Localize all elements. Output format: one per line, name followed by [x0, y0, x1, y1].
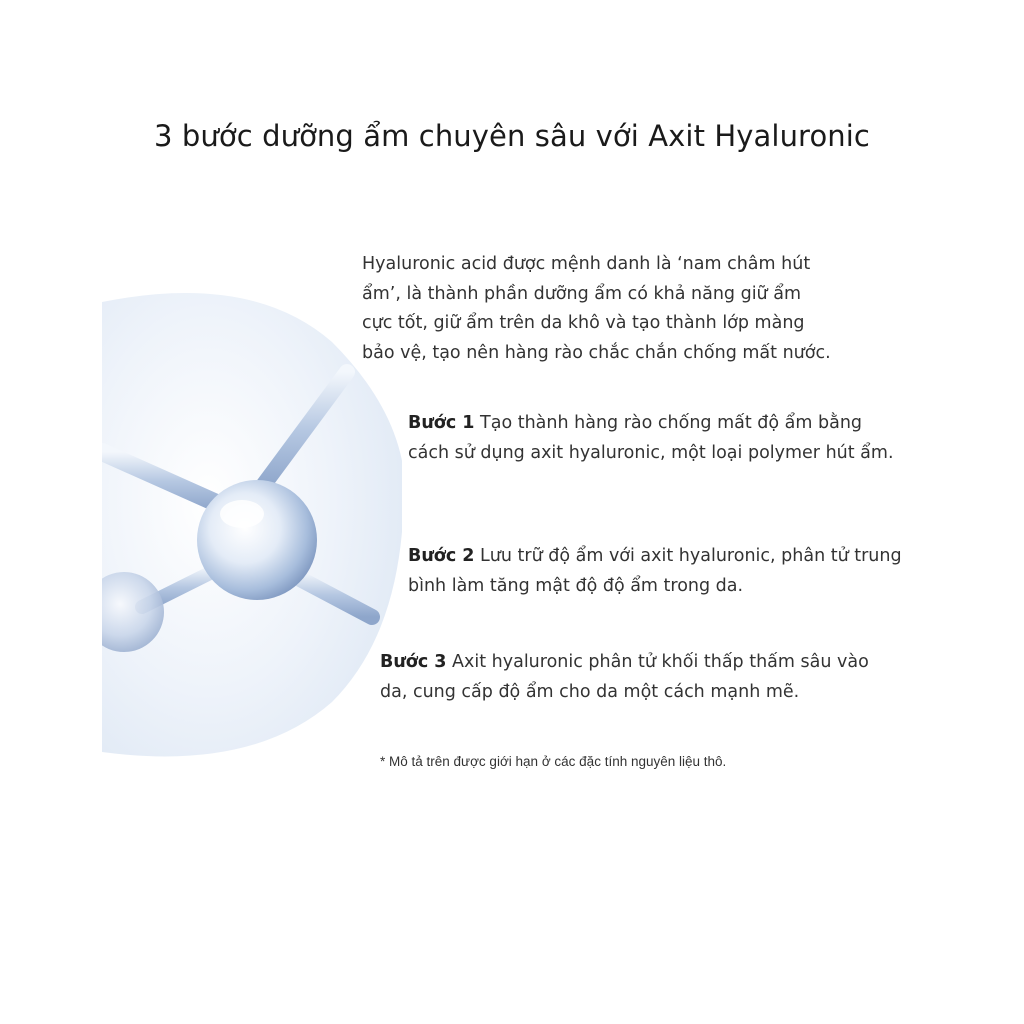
- molecule-image: [102, 282, 402, 762]
- step-1-text: Tạo thành hàng rào chống mất độ ẩm bằng cách sử dụng axit hyaluronic, một loại polymer hút ẩm.: [408, 413, 894, 463]
- step-1: [408, 409, 968, 468]
- molecule-illustration: [102, 282, 402, 762]
- step-2-text: Lưu trữ độ ẩm với axit hyaluronic, phân tử trung bình làm tăng mật độ độ ẩm trong da.: [408, 546, 902, 596]
- intro-paragraph: Hyaluronic acid được mệnh danh là ‘nam châm hút ẩm’, là thành phần dưỡng ẩm có khả năng giữ ẩm cực tốt, giữ ẩm trên da khô và tạo thành lớp màng bảo vệ, tạo nên hàng rào chắc chắn chống mất nước.: [362, 254, 831, 363]
- page-title: 3 bước dưỡng ẩm chuyên sâu với Axit Hyaluronic: [154, 119, 870, 154]
- step-1-label: Bước 1: [408, 413, 475, 433]
- step-3: [380, 648, 960, 707]
- step-3-text: Axit hyaluronic phân tử khối thấp thấm sâu vào da, cung cấp độ ẩm cho da một cách mạnh mẽ.: [380, 652, 869, 702]
- step-2: [408, 542, 968, 601]
- step-3-label: Bước 3: [380, 652, 447, 672]
- disclaimer-note: * Mô tả trên được giới hạn ở các đặc tính nguyên liệu thô.: [380, 754, 727, 769]
- step-2-label: Bước 2: [408, 546, 475, 566]
